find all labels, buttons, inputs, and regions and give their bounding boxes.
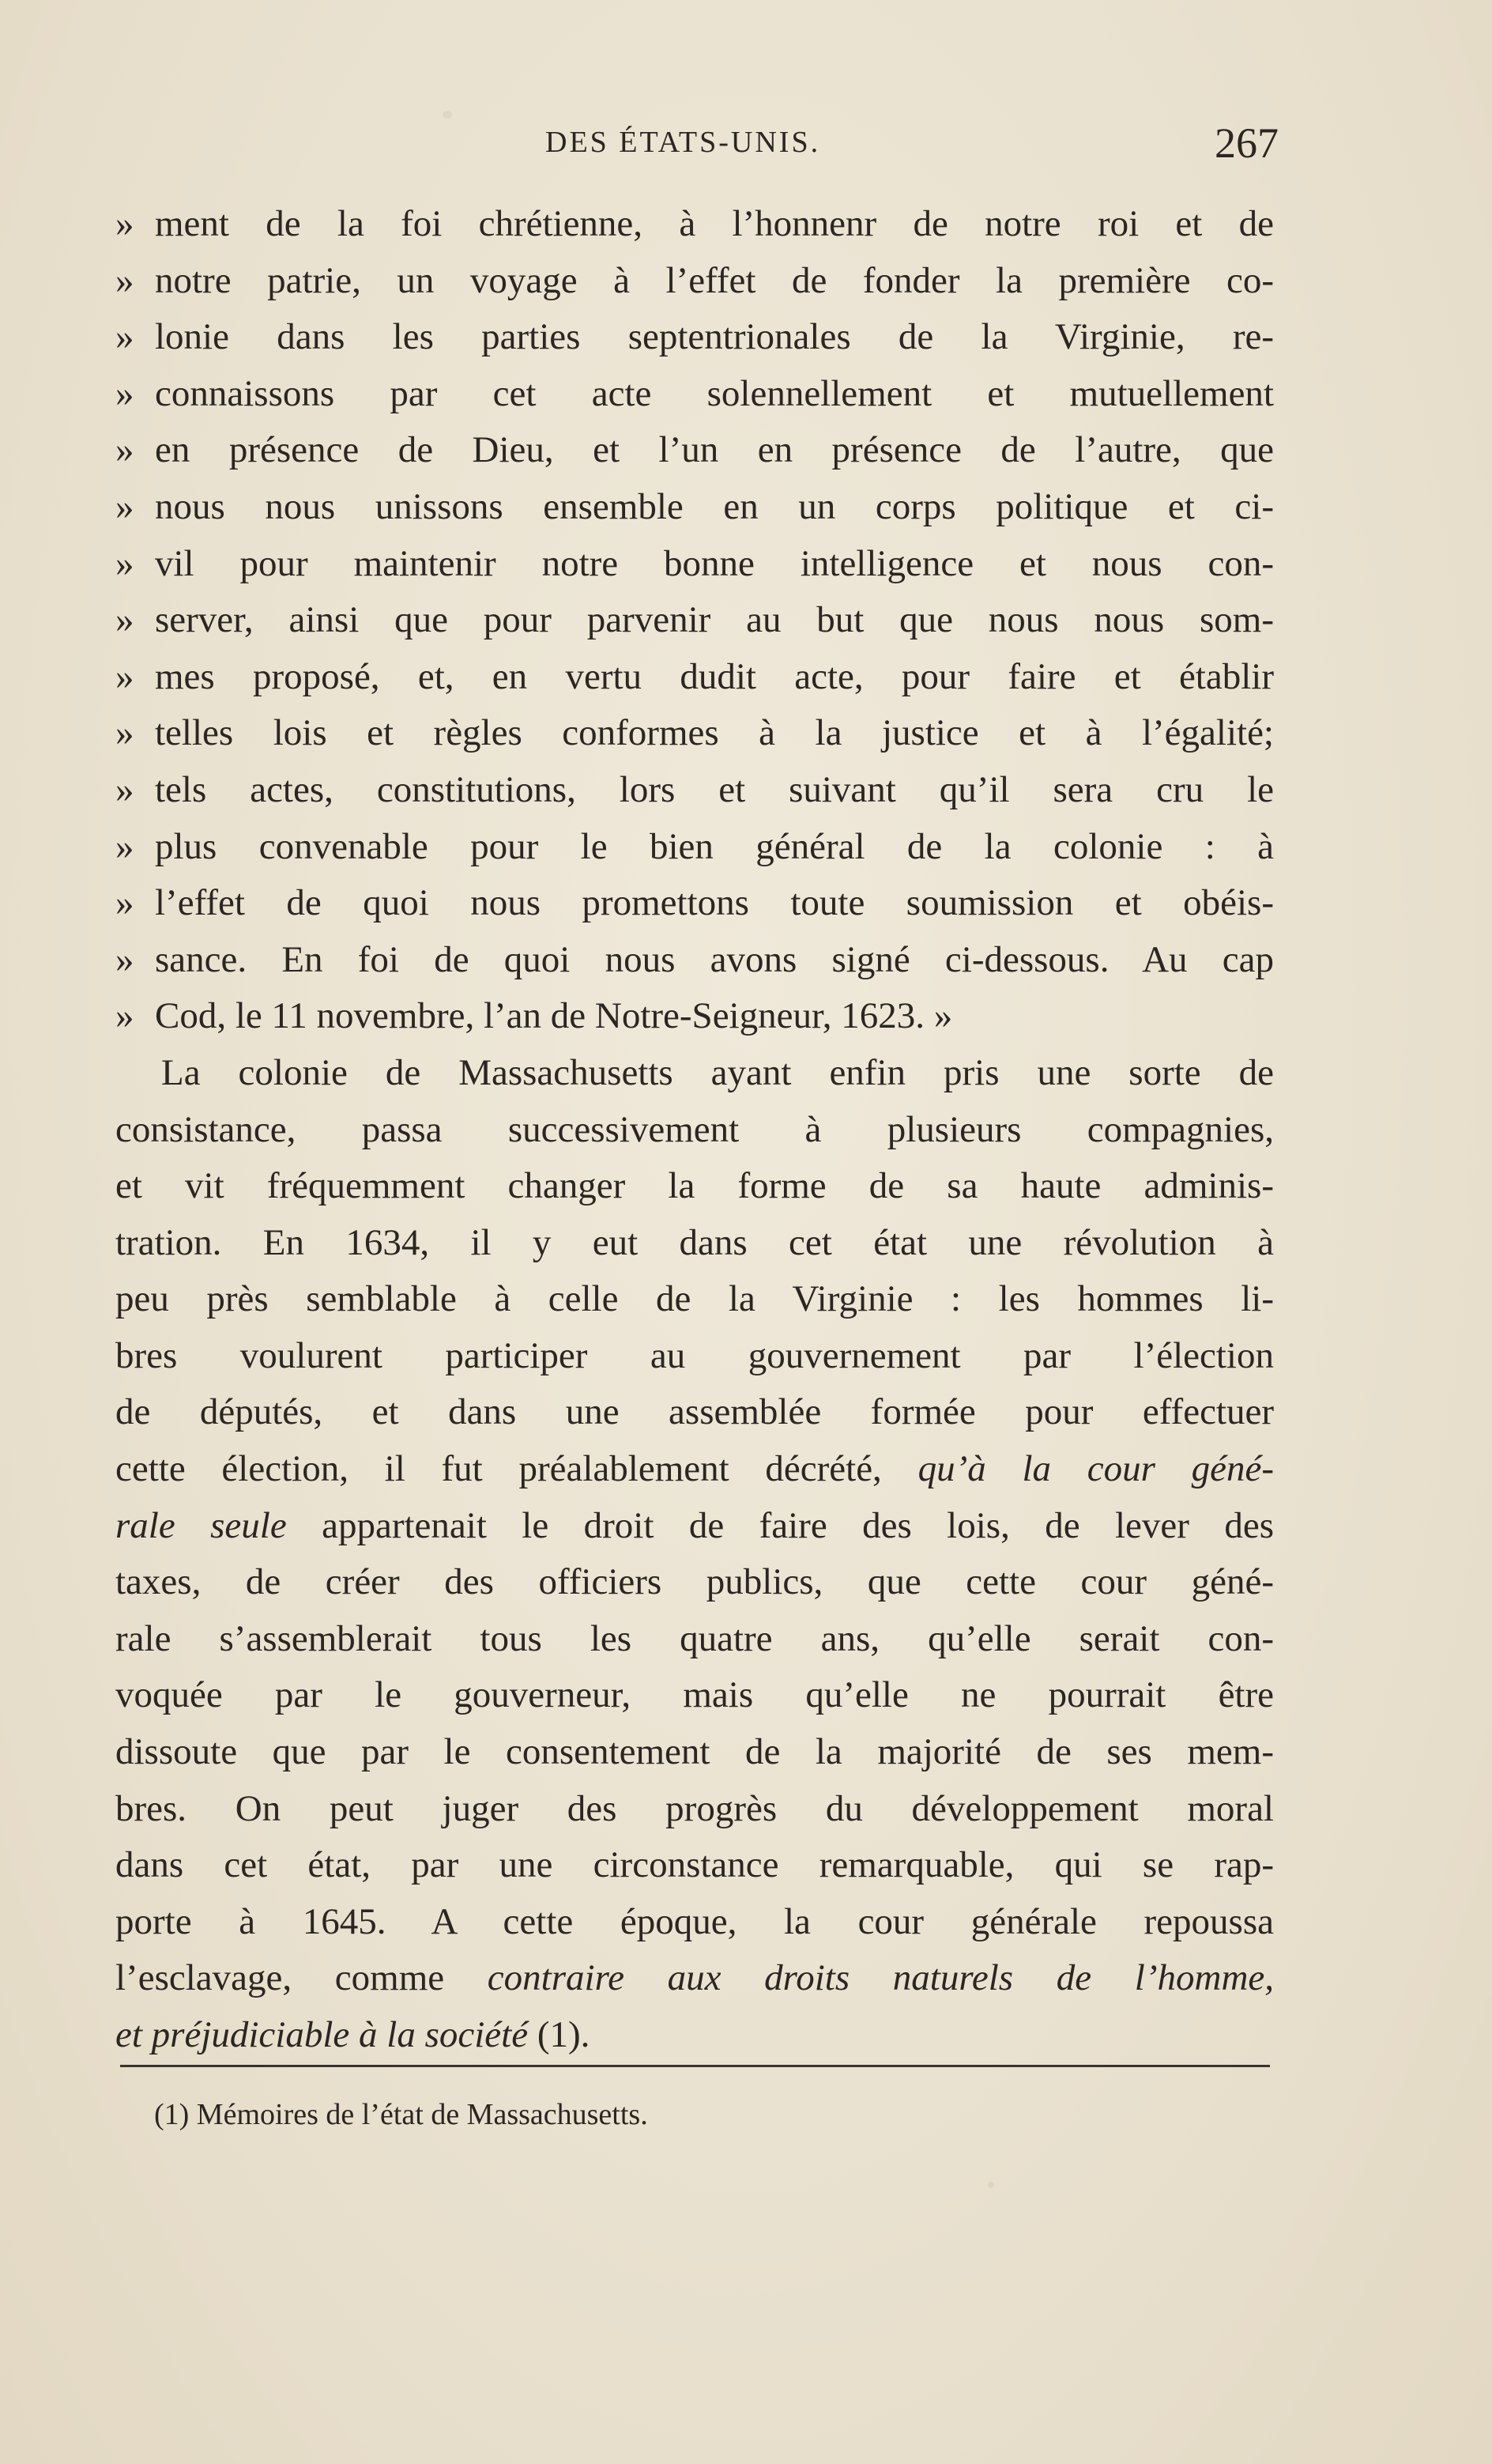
quoted-line (115, 762, 1274, 819)
quoted-line (115, 422, 1274, 479)
paper-stain (443, 111, 452, 119)
quoted-line-text: mes proposé, et, en vertu dudit acte, pour faire et établir (155, 655, 1274, 697)
quote-mark: » (115, 995, 134, 1037)
italic-text: contraire aux droits naturels de l’homme, (487, 1957, 1275, 1999)
quoted-line (115, 366, 1274, 423)
footnote: (1) Mémoires de l’état de Massachusetts. (154, 2098, 648, 2131)
quoted-line (115, 479, 1274, 536)
quoted-line (115, 649, 1274, 706)
running-head: DES ÉTATS-UNIS. (545, 126, 821, 159)
quoted-line (115, 819, 1274, 876)
quoted-line-text: ment de la foi chrétienne, à l’honnenr de notre roi et de (155, 203, 1274, 244)
quoted-line-text: plus convenable pour le bien général de la colonie : à (155, 825, 1274, 867)
quoted-line-text: l’effet de quoi nous promettons toute soumission et obéis- (155, 882, 1274, 924)
paper-stain (988, 2182, 994, 2188)
paragraph-line: bres. On peut juger des progrès du développement moral (115, 1787, 1274, 1829)
quote-mark: » (115, 372, 134, 414)
quote-mark: » (115, 655, 134, 697)
quoted-line (115, 309, 1274, 366)
quoted-line (115, 705, 1274, 762)
paragraph-line (115, 1441, 1274, 1498)
page-header (545, 119, 1279, 172)
quote-mark: » (115, 316, 134, 358)
paragraph-line: de députés, et dans une assemblée formée pour effectuer (115, 1391, 1274, 1433)
paragraph-line: et vit fréquemment changer la forme de sa haute adminis- (115, 1165, 1274, 1207)
italic-text: et préjudiciable à la société (115, 2014, 529, 2055)
paragraph-line: bres voulurent participer au gouvernement par l’élection (115, 1334, 1274, 1376)
quoted-line-text: nous nous unissons ensemble en un corps politique et ci- (155, 485, 1274, 527)
quote-mark: » (115, 599, 134, 641)
body-text (115, 196, 1274, 2064)
quote-mark: » (115, 542, 134, 584)
quoted-line-text: Cod, le 11 novembre, l’an de Notre-Seigneur, 1623. » (155, 995, 953, 1037)
quoted-line-text: connaissons par cet acte solennellement et mutuellement (155, 372, 1274, 414)
quote-mark: » (115, 768, 134, 810)
paragraph-line: dans cet état, par une circonstance remarquable, qui se rap- (115, 1844, 1274, 1886)
quoted-line-text: notre patrie, un voyage à l’effet de fonder la première co- (155, 259, 1274, 301)
quoted-line (115, 988, 1274, 1045)
paragraph-line: tration. En 1634, il y eut dans cet état une révolution à (115, 1221, 1274, 1263)
paragraph-line: peu près semblable à celle de la Virginie : les hommes li- (115, 1278, 1274, 1320)
italic-text: qu’à la cour géné- (917, 1448, 1275, 1490)
quoted-line-text: vil pour maintenir notre bonne intelligence et nous con- (155, 542, 1274, 584)
quoted-line-text: server, ainsi que pour parvenir au but que nous nous som- (155, 599, 1274, 641)
paragraph-line: porte à 1645. A cette époque, la cour générale repoussa (115, 1900, 1274, 1942)
paragraph-line: dissoute que par le consentement de la majorité de ses mem- (115, 1731, 1274, 1773)
quoted-line-text: telles lois et règles conformes à la justice et à l’égalité; (155, 712, 1274, 754)
quoted-line (115, 253, 1274, 310)
paragraph-line: voquée par le gouverneur, mais qu’elle ne pourrait être (115, 1674, 1274, 1716)
quoted-line (115, 875, 1274, 932)
italic-text: rale seule (115, 1504, 287, 1546)
paragraph-line: consistance, passa successivement à plusieurs compagnies, (115, 1108, 1274, 1150)
paragraph-line (115, 1498, 1274, 1555)
quote-mark: » (115, 938, 134, 980)
quoted-line (115, 932, 1274, 989)
quoted-line-text: tels actes, constitutions, lors et suivant qu’il sera cru le (155, 768, 1274, 810)
page-number: 267 (1215, 119, 1279, 167)
paragraph-line (115, 2007, 1274, 2064)
quote-mark: » (115, 825, 134, 867)
paragraph-line: rale s’assemblerait tous les quatre ans, qu’elle serait con- (115, 1617, 1274, 1659)
quote-mark: » (115, 259, 134, 301)
quoted-line-text: en présence de Dieu, et l’un en présence de l’autre, que (155, 429, 1274, 471)
quote-mark: » (115, 882, 134, 924)
quote-mark: » (115, 429, 134, 471)
paragraph-line: La colonie de Massachusetts ayant enfin pris une sorte de (161, 1051, 1274, 1093)
paragraph-line: taxes, de créer des officiers publics, que cette cour géné- (115, 1561, 1274, 1603)
quoted-line-text: sance. En foi de quoi nous avons signé ci-dessous. Au cap (155, 938, 1274, 980)
quoted-line (115, 592, 1274, 649)
quoted-line (115, 196, 1274, 253)
quote-mark: » (115, 203, 134, 244)
paragraph-line (115, 1950, 1274, 2007)
footnote-divider (120, 2065, 1270, 2067)
quoted-line (115, 536, 1274, 593)
quoted-line-text: lonie dans les parties septentrionales de la Virginie, re- (155, 316, 1274, 358)
paragraph-text: cette élection, il fut préalablement décrété, (115, 1448, 918, 1490)
quote-mark: » (115, 712, 134, 754)
quote-mark: » (115, 485, 134, 527)
paragraph-text: l’esclavage, comme (115, 1957, 488, 1999)
paragraph-text: appartenait le droit de faire des lois, de lever des (286, 1504, 1275, 1546)
paragraph-text: (1). (528, 2014, 590, 2055)
